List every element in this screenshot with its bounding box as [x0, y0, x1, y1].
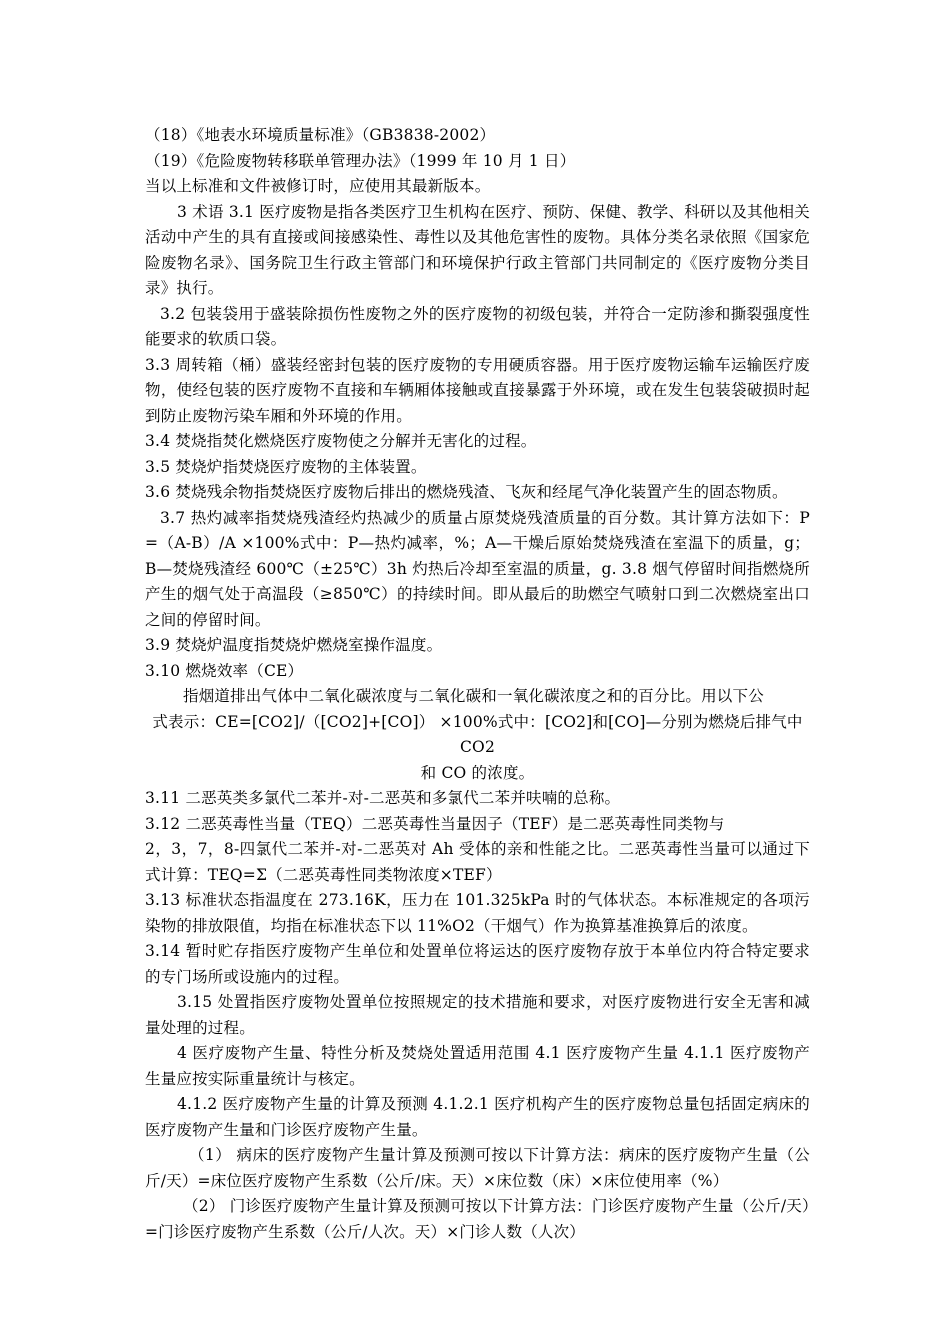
term-3-10-formula: 式表示：CE=[CO2]/（[CO2]+[CO]） ×100%式中：[CO2]和[CO]—分别为燃烧后排气中 CO2: [152, 712, 803, 756]
term-3-10-formula-end: 和 CO 的浓度。: [420, 763, 535, 782]
section-3-terms-3-1: 3 术语 3.1 医疗废物是指各类医疗卫生机构在医疗、预防、保健、教学、科研以及其他相关活动中产生的具有直接或间接感染性、毒性以及其他危害性的废物。具体分类名录依照《国家危险废物名录》、国务院卫生行政主管部门和环境保护行政主管部门共同制定的《医疗废物分类目录》执行。: [145, 202, 810, 297]
calc-method-outpatient: （2） 门诊医疗废物产生量计算及预测可按以下计算方法：门诊医疗废物产生量（公斤/天）=门诊医疗废物产生系数（公斤/人次。天）×门诊人数（人次）: [145, 1197, 810, 1241]
term-3-11: 3.11 二恶英类多氯代二苯并-对-二恶英和多氯代二苯并呋喃的总称。: [145, 789, 621, 807]
term-3-2: 3.2 包装袋用于盛装除损伤性废物之外的医疗废物的初级包装，并符合一定防渗和撕裂强度性能要求的软质口袋。: [145, 304, 810, 348]
term-3-7-3-8: 3.7 热灼减率指焚烧残渣经灼热减少的质量占原焚烧残渣质量的百分数。其计算方法如下：P=（A-B）/A ×100%式中：P—热灼减率，%；A—干燥后原始焚烧残渣在室温下的质量，g；B—焚烧残渣经 600℃（±25℃）3h 灼热后冷却至室温的质量，g. 3.8 烟气停留时间指燃烧所产生的烟气处于高温段（≥850℃）的持续时间。即从最后的助燃空气喷射口到二次燃烧室出口之间的停留时间。: [145, 508, 810, 629]
section-4-1-2: 4.1.2 医疗废物产生量的计算及预测 4.1.2.1 医疗机构产生的医疗废物总量包括固定病床的医疗废物产生量和门诊医疗废物产生量。: [145, 1095, 810, 1139]
term-3-3: 3.3 周转箱（桶）盛装经密封包装的医疗废物的专用硬质容器。用于医疗废物运输车运输医疗废物，使经包装的医疗废物不直接和车辆厢体接触或直接暴露于外环境，或在发生包装袋破损时起到防止废物污染车厢和外环境的作用。: [145, 355, 810, 425]
term-3-14: 3.14 暂时贮存指医疗废物产生单位和处置单位将运达的医疗废物存放于本单位内符合特定要求的专门场所或设施内的过程。: [145, 942, 810, 986]
term-3-9: 3.9 焚烧炉温度指焚烧炉燃烧室操作温度。: [145, 636, 443, 654]
term-3-15: 3.15 处置指医疗废物处置单位按照规定的技术措施和要求，对医疗废物进行安全无害和减量处理的过程。: [145, 993, 810, 1037]
calc-method-inpatient: （1） 病床的医疗废物产生量计算及预测可按以下计算方法：病床的医疗废物产生量（公斤/天）=床位医疗废物产生系数（公斤/床。天）×床位数（床）×床位使用率（%）: [145, 1146, 810, 1190]
term-3-12: 3.12 二恶英毒性当量（TEQ）二恶英毒性当量因子（TEF）是二恶英毒性同类物与: [145, 814, 725, 833]
reference-item-19: （19）《危险废物转移联单管理办法》（1999 年 10 月 1 日）: [145, 151, 576, 170]
term-3-5: 3.5 焚烧炉指焚烧医疗废物的主体装置。: [145, 457, 427, 476]
term-3-4: 3.4 焚烧指焚化燃烧医疗废物使之分解并无害化的过程。: [145, 432, 537, 450]
section-4-1: 4 医疗废物产生量、特性分析及焚烧处置适用范围 4.1 医疗废物产生量 4.1.1 医疗废物产生量应按实际重量统计与核定。: [145, 1044, 810, 1088]
term-3-10-heading: 3.10 燃烧效率（CE）: [145, 661, 304, 680]
term-3-10-definition: 指烟道排出气体中二氧化碳浓度与二氧化碳和一氧化碳浓度之和的百分比。用以下公: [183, 687, 764, 705]
revision-note: 当以上标准和文件被修订时，应使用其最新版本。: [145, 177, 491, 195]
reference-item-18: （18）《地表水环境质量标准》（GB3838-2002）: [145, 126, 496, 144]
term-3-12-continued: 2，3，7，8-四氯代二苯并-对-二恶英对 Ah 受体的亲和性能之比。二恶英毒性当量可以通过下式计算：TEQ=Σ（二恶英毒性同类物浓度×TEF）: [145, 840, 810, 884]
document-body: [145, 123, 810, 1245]
term-3-6: 3.6 焚烧残余物指焚烧医疗废物后排出的燃烧残渣、飞灰和经尾气净化装置产生的固态物质。: [145, 483, 788, 501]
term-3-13: 3.13 标准状态指温度在 273.16K，压力在 101.325kPa 时的气体状态。本标准规定的各项污染物的排放限值，均指在标准状态下以 11%O2（干烟气）作为换算基准换算后的浓度。: [145, 891, 810, 935]
